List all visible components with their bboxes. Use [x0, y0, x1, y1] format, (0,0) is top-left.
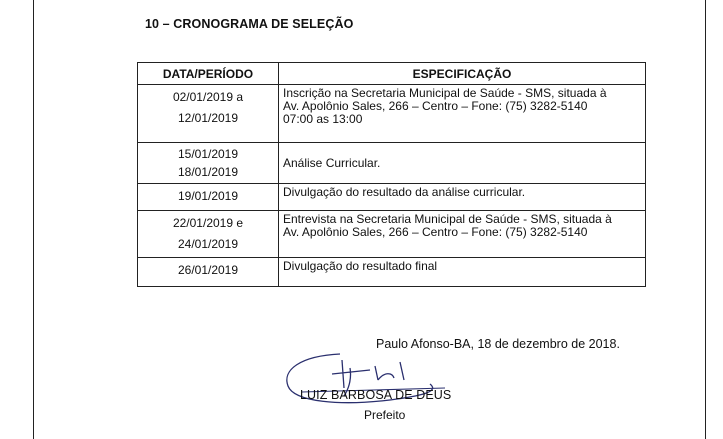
- date-line: 22/01/2019 e: [172, 216, 244, 230]
- signer-name: LUIZ BARBOSA DE DEUS: [300, 388, 452, 402]
- date-line: 15/01/2019: [177, 147, 239, 161]
- header-specification: ESPECIFICAÇÃO: [279, 63, 646, 85]
- table-row: [138, 211, 646, 258]
- date-line: 24/01/2019: [177, 237, 239, 251]
- place-and-date: Paulo Afonso-BA, 18 de dezembro de 2018.: [376, 337, 620, 351]
- date-cell: [138, 184, 279, 211]
- spec-line: 07:00 as 13:00: [283, 112, 363, 126]
- page-border-right: [705, 0, 706, 439]
- date-cell: [138, 211, 279, 258]
- date-line: 19/01/2019: [177, 189, 239, 203]
- date-cell: [138, 143, 279, 184]
- date-cell: [138, 85, 279, 143]
- table-row: [138, 258, 646, 287]
- spec-line: Divulgação do resultado final: [283, 259, 438, 273]
- date-line: 12/01/2019: [177, 111, 239, 125]
- signer-title: Prefeito: [364, 408, 406, 422]
- table-header-row: [138, 63, 646, 85]
- spec-cell: [279, 184, 646, 211]
- spec-line: Av. Apolônio Sales, 266 – Centro – Fone: (75) 3282-5140: [283, 99, 588, 113]
- spec-cell: [279, 85, 646, 143]
- spec-line: Análise Curricular.: [283, 155, 381, 170]
- date-line: 18/01/2019: [177, 165, 239, 179]
- spec-line: Entrevista na Secretaria Municipal de Saúde - SMS, situada à: [283, 212, 612, 226]
- date-line: 02/01/2019 a: [172, 90, 244, 104]
- spec-cell: [279, 211, 646, 258]
- date-cell: [138, 258, 279, 287]
- spec-cell: [279, 143, 646, 184]
- table-row: [138, 85, 646, 143]
- spec-cell: [279, 258, 646, 287]
- table-row: [138, 184, 646, 211]
- header-date-period: DATA/PERÍODO: [138, 63, 279, 85]
- spec-line: Divulgação do resultado da análise curricular.: [283, 185, 526, 199]
- handwritten-signature: [280, 340, 480, 415]
- page-border-left: [33, 0, 34, 439]
- section-title: 10 – CRONOGRAMA DE SELEÇÃO: [145, 17, 354, 31]
- date-line: 26/01/2019: [177, 263, 239, 277]
- table-row: [138, 143, 646, 184]
- spec-line: Inscrição na Secretaria Municipal de Saúde - SMS, situada à: [283, 86, 607, 100]
- schedule-table: [137, 62, 646, 287]
- spec-line: Av. Apolônio Sales, 266 – Centro – Fone: (75) 3282-5140: [283, 225, 588, 239]
